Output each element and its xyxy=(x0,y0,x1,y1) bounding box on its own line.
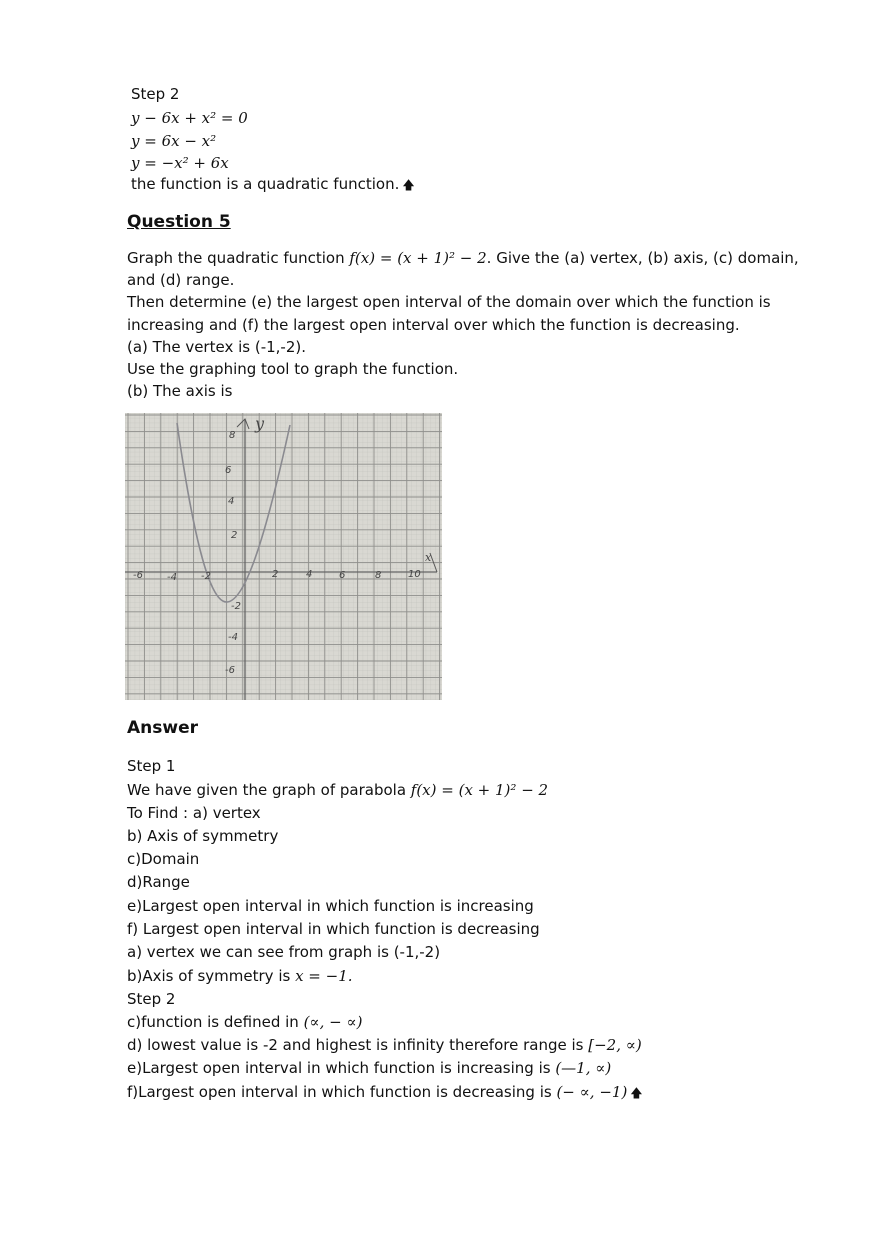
answer-b-text: b)Axis of symmetry is xyxy=(127,967,296,985)
question-line-1 xyxy=(127,248,799,268)
y-tick-label: 6 xyxy=(225,465,232,476)
x-tick-label: 6 xyxy=(339,570,346,581)
y-tick-label: 4 xyxy=(228,496,235,507)
up-arrow-icon: 🡅 xyxy=(630,1086,643,1100)
up-arrow-icon: 🡅 xyxy=(402,178,415,192)
answer-c-text: c)function is defined in xyxy=(127,1013,304,1031)
x-tick-label: 10 xyxy=(408,569,421,580)
x-tick-label: -6 xyxy=(133,570,143,581)
x-tick-label: -4 xyxy=(167,572,177,583)
answer-heading: Answer xyxy=(127,718,198,738)
answer-f xyxy=(127,1082,643,1103)
answer-f-text: f)Largest open interval in which function is decreasing is xyxy=(127,1083,557,1101)
find-e: e)Largest open interval in which function is increasing xyxy=(127,897,534,915)
find-d: d)Range xyxy=(127,873,190,891)
answer-d-math: [−2, ∝) xyxy=(588,1036,642,1054)
x-tick-label: 4 xyxy=(306,569,313,580)
y-tick-label: -4 xyxy=(228,632,238,643)
question-text-post: . Give the (a) vertex, (b) axis, (c) domain, xyxy=(486,249,799,267)
step2-label: Step 2 xyxy=(127,990,176,1008)
parabola-graph-photo xyxy=(125,413,442,700)
question-line-3: Then determine (e) the largest open interval of the domain over which the function is xyxy=(127,293,771,311)
prev-equation-2: y = 6x − x² xyxy=(131,132,217,150)
find-b: b) Axis of symmetry xyxy=(127,827,279,845)
question-line-7: (b) The axis is xyxy=(127,382,233,400)
question-function: f(x) = (x + 1)² − 2 xyxy=(349,249,487,267)
prev-step-label: Step 2 xyxy=(131,85,180,103)
answer-d-text: d) lowest value is -2 and highest is infinity therefore range is xyxy=(127,1036,589,1054)
y-tick-label: 2 xyxy=(231,530,238,541)
question-text-pre: Graph the quadratic function xyxy=(127,249,350,267)
answer-f-math: (− ∝, −1) xyxy=(556,1083,628,1101)
given-function: f(x) = (x + 1)² − 2 xyxy=(410,781,549,799)
x-tick-label: 8 xyxy=(375,570,382,581)
prev-conclusion xyxy=(131,174,415,195)
answer-b xyxy=(127,966,353,986)
prev-equation-1: y − 6x + x² = 0 xyxy=(131,109,248,127)
x-tick-label: 2 xyxy=(272,569,279,580)
x-axis-label: x xyxy=(425,551,432,564)
find-c: c)Domain xyxy=(127,850,200,868)
y-tick-label: -2 xyxy=(231,601,241,612)
answer-c-math: (∝, − ∝) xyxy=(303,1013,363,1031)
y-tick-label: -6 xyxy=(225,665,235,676)
question-line-4: increasing and (f) the largest open interval over which the function is decreasing. xyxy=(127,316,740,334)
step1-label: Step 1 xyxy=(127,757,176,775)
prev-equation-3: y = −x² + 6x xyxy=(131,154,229,172)
answer-e xyxy=(127,1058,611,1078)
answer-c xyxy=(127,1012,362,1032)
answer-b-math: x = −1. xyxy=(295,967,353,985)
answer-a: a) vertex we can see from graph is (-1,-2) xyxy=(127,943,441,961)
x-tick-label: -2 xyxy=(201,571,211,582)
question-line-2: and (d) range. xyxy=(127,271,235,289)
answer-e-text: e)Largest open interval in which function is increasing is xyxy=(127,1059,556,1077)
question-line-6: Use the graphing tool to graph the function. xyxy=(127,360,459,378)
answer-e-math: (—1, ∝) xyxy=(555,1059,612,1077)
y-tick-label: 8 xyxy=(229,430,236,441)
prev-conclusion-text: the function is a quadratic function. xyxy=(131,175,400,193)
to-find-line: To Find : a) vertex xyxy=(127,804,261,822)
answer-d xyxy=(127,1035,642,1055)
given-text: We have given the graph of parabola xyxy=(127,781,411,799)
find-f: f) Largest open interval in which function is decreasing xyxy=(127,920,540,938)
question-heading: Question 5 xyxy=(127,212,231,232)
y-axis-label: y xyxy=(255,414,265,433)
question-line-5: (a) The vertex is (-1,-2). xyxy=(127,338,306,356)
given-line xyxy=(127,780,548,800)
